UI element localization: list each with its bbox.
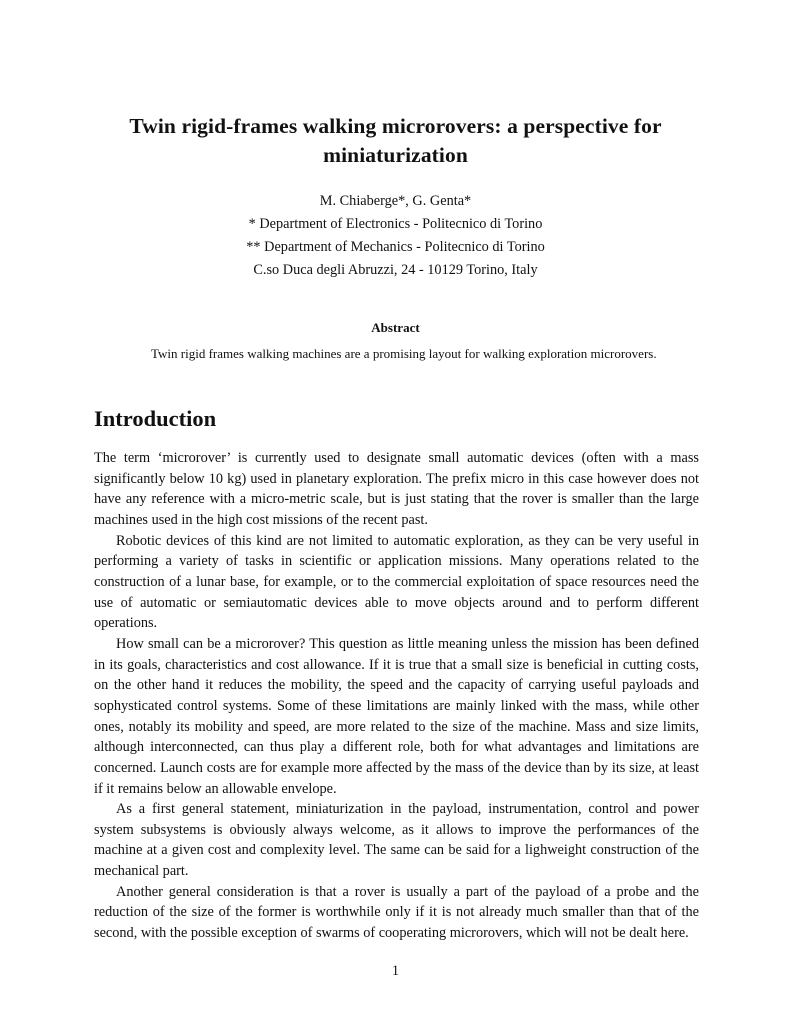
abstract-heading: Abstract	[371, 320, 420, 335]
page-number: 1	[391, 963, 400, 979]
paper-title: Twin rigid-frames walking microrovers: a perspective for miniaturization	[129, 114, 662, 167]
paragraph: As a first general statement, miniaturization in the payload, instrumentation, control and power system subsystems is obviously always welcome, as it allows to improve the performances of the machine at a given cost and complexity level. The same can be said for a lighweight construction of the mechanical part.	[94, 801, 699, 880]
section-heading-introduction: Introduction	[94, 406, 217, 431]
paragraph: Another general consideration is that a rover is usually a part of the payload of a probe and the reduction of the size of the former is worthwhile only if it is not already much smaller than that of the second, with the possible exception of swarms of cooperating microrovers, which will not be dealt here.	[94, 883, 699, 942]
author-names: M. Chiaberge*, G. Genta*	[319, 193, 472, 209]
affiliation-mechanics: ** Department of Mechanics - Politecnico di Torino	[246, 239, 545, 255]
author-block	[0, 190, 791, 282]
paragraph: How small can be a microrover? This question as little meaning unless the mission has been defined in its goals, characteristics and cost allowance. If it is true that a small size is beneficial in cutting costs, on the other hand it reduces the mobility, the speed and the capacity of carrying useful payloads and sophysticated control systems. Some of these limitations are mainly linked with the mass, while other ones, notably its mobility and speed, are more related to the size of the machine. Mass and size limits, although interconnected, can thus play a different role, both for what advantages and limitations are concerned. Launch costs are for example more affected by the mass of the device than by its size, at least if it remains below an allowable envelope.	[94, 635, 699, 797]
affiliation-electronics: * Department of Electronics - Politecnico di Torino	[248, 216, 543, 232]
introduction-body	[94, 448, 699, 944]
paragraph: Robotic devices of this kind are not limited to automatic exploration, as they can be very useful in performing a variety of tasks in scientific or application missions. Many operations related to the construction of a lunar base, for example, or to the commercial exploitation of space resources need the use of automatic or semiautomatic devices able to move objects around and to perform different operations.	[94, 532, 699, 632]
paragraph: The term ‘microrover’ is currently used to designate small automatic devices (often with a mass significantly below 10 kg) used in planetary exploration. The prefix micro in this case however does not have any reference with a micro-metric scale, but is just stating that the rover is smaller than the large machines used in the high cost missions of the recent past.	[94, 450, 699, 528]
abstract-text: Twin rigid frames walking machines are a promising layout for walking exploration microrovers.	[151, 346, 657, 361]
affiliation-address: C.so Duca degli Abruzzi, 24 - 10129 Torino, Italy	[253, 262, 538, 278]
